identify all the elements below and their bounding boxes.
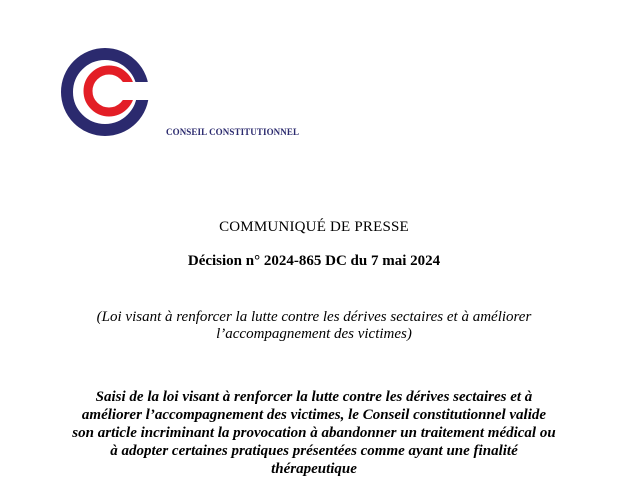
summary-line: thérapeutique xyxy=(271,461,357,477)
summary-line: à adopter certaines pratiques présentées comme ayant une finalité xyxy=(110,443,518,459)
law-title xyxy=(70,309,558,343)
decision-reference: Décision n° 2024-865 DC du 7 mai 2024 xyxy=(187,253,441,269)
summary-line: améliorer l’accompagnement des victimes, le Conseil constitutionnel valide xyxy=(81,407,547,423)
press-release-heading: COMMUNIQUÉ DE PRESSE xyxy=(219,219,409,235)
logo-text: CONSEIL CONSTITUTIONNEL xyxy=(166,127,300,137)
decision-summary xyxy=(40,388,588,478)
summary-line: son article incriminant la provocation à abandonner un traitement médical ou xyxy=(72,425,556,441)
summary-line: Saisi de la loi visant à renforcer la lutte contre les dérives sectaires et à xyxy=(95,389,533,405)
conseil-constitutionnel-logo xyxy=(60,42,300,142)
law-title-line: (Loi visant à renforcer la lutte contre les dérives sectaires et à améliorer xyxy=(96,309,532,325)
law-title-line: l’accompagnement des victimes) xyxy=(216,326,412,342)
logo-text-band xyxy=(118,82,260,100)
